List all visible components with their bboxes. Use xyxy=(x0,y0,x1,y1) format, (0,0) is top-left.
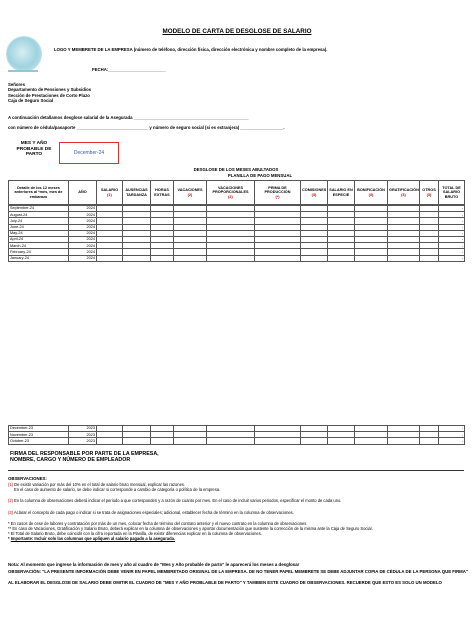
cell-total[interactable]: - xyxy=(439,432,465,438)
col-header-ano: AÑO xyxy=(69,181,97,205)
cell-total[interactable]: - xyxy=(439,426,465,432)
signature-line-2: NOMBRE, CARGO Y NÚMERO DE EMPLEADOR xyxy=(10,457,131,463)
signature-block xyxy=(10,451,159,463)
observations-list xyxy=(8,482,468,542)
salary-table-top xyxy=(8,205,465,262)
col-header-prima: PRIMA DE PRODUCCIÓN (*) xyxy=(255,181,301,205)
cell-year[interactable]: 2024 xyxy=(69,243,97,249)
cell-amount[interactable] xyxy=(420,438,439,444)
cell-year[interactable]: 2024 xyxy=(69,249,97,255)
cell-amount[interactable] xyxy=(420,255,439,261)
cell-total[interactable]: - xyxy=(439,212,465,218)
cell-month[interactable]: August-24 xyxy=(9,212,69,218)
cell-month[interactable]: May-24 xyxy=(9,230,69,236)
col-header-salario: SALARIO (1) xyxy=(97,181,123,205)
col-header-bonificacion: BONIFICACIÓN (3) xyxy=(355,181,388,205)
cell-amount[interactable] xyxy=(355,255,388,261)
cell-total[interactable]: - xyxy=(439,218,465,224)
col-header-gratificacion: GRATIFICACIÓN (3) xyxy=(388,181,420,205)
due-date-label: MES Y AÑO PROBABLE DE PARTO xyxy=(16,141,52,158)
cell-year[interactable]: 2024 xyxy=(69,206,97,212)
col-header-detalle: Detalle de los 12 meses anteriores al *mes, mes de embarazo xyxy=(9,181,69,205)
cell-total[interactable]: - xyxy=(439,224,465,230)
cell-year[interactable]: 2024 xyxy=(69,236,97,242)
cell-year[interactable]: 2024 xyxy=(69,224,97,230)
cell-total[interactable]: - xyxy=(439,206,465,212)
cell-amount[interactable] xyxy=(174,255,207,261)
cell-month[interactable]: October-23 xyxy=(9,438,69,444)
salary-table-header xyxy=(8,180,465,205)
date-field[interactable]: FECHA:________________________ xyxy=(92,67,166,72)
recipient-line: Señores xyxy=(8,82,25,87)
cell-year[interactable]: 2023 xyxy=(69,432,97,438)
cell-amount[interactable] xyxy=(301,255,328,261)
note-item: * El Total de Salario Bruto, debe coincidir con la cifra reportada en la Planilla, de existir diferencias explicar en la columna de observaciones. xyxy=(8,531,262,537)
cell-month[interactable]: December-23 xyxy=(9,426,69,432)
note-item: En el caso de aumento de salario, se debe indicar si corresponde a cambio de categoría o política de la empresa. xyxy=(14,487,221,493)
nota-line: Nota: Al momento que ingrese la información de mes y año al cuadro de "Mes y Año probable de parto" le aparecerá los meses a desglosar xyxy=(8,562,300,567)
note-item: ** En caso de Vacaciones, Gratificación y Salario Bruto, deberá explicar en la columna de observaciones y aportar documentación que sustente la corrección de la misma ante la Caja de Seguro Social. xyxy=(8,526,373,532)
col-header-vacaciones: VACACIONES (2) xyxy=(174,181,207,205)
cell-amount[interactable] xyxy=(301,438,328,444)
signature-line-1: FIRMA DEL RESPONSABLE POR PARTE DE LA EMPRESA, xyxy=(10,451,159,457)
cell-amount[interactable] xyxy=(151,255,174,261)
observacion-line: OBSERVACIÓN: "LA PRESENTE INFORMACIÓN DEBE VENIR EN PAPEL MEMBRETADO ORIGINAL DE LA EMPRESA. DE NO TENER PAPEL MEMBRETE SE DEBE ADJUNTAR COPIA DE CÉDULA DE LA PERSONA QUE FIRMA" xyxy=(8,569,468,574)
cell-amount[interactable] xyxy=(388,438,420,444)
cell-month[interactable]: January-24 xyxy=(9,255,69,261)
col-header-especie: SALARIO EN ESPECIE xyxy=(328,181,355,205)
company-logo-placeholder xyxy=(6,36,42,72)
cell-total[interactable]: - xyxy=(439,249,465,255)
cell-month[interactable]: March-24 xyxy=(9,243,69,249)
table-row xyxy=(9,255,465,261)
col-header-comisiones: COMISIONES (3) xyxy=(301,181,328,205)
col-header-otros: OTROS (3) xyxy=(420,181,439,205)
cell-total[interactable]: - xyxy=(439,255,465,261)
cell-month[interactable]: June-24 xyxy=(9,224,69,230)
table-row xyxy=(9,438,465,444)
col-header-total: TOTAL DE SALARIO BRUTO xyxy=(439,181,465,205)
note-item-important: * Importante: Incluir solo las columnas que apliquen al salario pagado a la asegurada. xyxy=(8,536,175,542)
cell-total[interactable]: - xyxy=(439,438,465,444)
cell-year[interactable]: 2024 xyxy=(69,255,97,261)
cell-amount[interactable] xyxy=(355,438,388,444)
cell-month[interactable]: July-24 xyxy=(9,218,69,224)
cell-month[interactable]: April-24 xyxy=(9,236,69,242)
note-item: (3) Aclarar el concepto de cada pago o indicar si se trata de asignaciones especiales; adicional, establecer fecha de término en la columna de observaciones. xyxy=(8,509,294,515)
col-header-vacaciones-prop: VACACIONES PROPORCIONALES (2) xyxy=(207,181,255,205)
cell-amount[interactable] xyxy=(328,438,355,444)
due-date-input[interactable]: December-24 xyxy=(59,142,119,164)
cell-year[interactable]: 2024 xyxy=(69,212,97,218)
cell-amount[interactable] xyxy=(174,438,207,444)
recipient-line: Caja de Seguro Social xyxy=(8,98,54,104)
intro-line-2: con número de cédula/pasaporte ______________________________ y número de seguro social (si es extranjera) __________________. xyxy=(8,125,285,130)
cell-total[interactable]: - xyxy=(439,243,465,249)
cell-month[interactable]: November-23 xyxy=(9,432,69,438)
salary-table-bottom xyxy=(8,425,465,445)
planilla-title: PLANILLA DE PAGO MENSUAL xyxy=(227,173,293,178)
cell-month[interactable]: February-24 xyxy=(9,249,69,255)
recipient-line: Sección de Prestaciones de Corto Plazo xyxy=(8,92,90,98)
col-header-horas-extras: HORAS EXTRAS xyxy=(151,181,174,205)
note-item: (2) En la columna de observaciones deberá indicar el periodo a que corresponden y a razón de cuanto por mes. En el caso de incluir varios periodos, especificar el monto de cada uno. xyxy=(8,498,342,504)
cell-amount[interactable] xyxy=(207,438,255,444)
observations-title: OBSERVACIONES: xyxy=(8,476,47,481)
cell-amount[interactable] xyxy=(388,255,420,261)
logo-caption-bar xyxy=(8,70,38,72)
intro-line-1: A continuación detallamos desglose salarial de la Asegurada ________________________________________________ xyxy=(8,115,249,120)
cell-amount[interactable] xyxy=(151,438,174,444)
cell-amount[interactable] xyxy=(328,255,355,261)
page-title: MODELO DE CARTA DE DESGLOSE DE SALARIO xyxy=(162,28,312,35)
cell-total[interactable]: - xyxy=(439,230,465,236)
logo-instruction: LOGO Y MEMBRETE DE LA EMPRESA (número de teléfono, dirección física, dirección electrónica y nombre completo de la empresa). xyxy=(54,47,328,52)
cell-amount[interactable] xyxy=(123,438,151,444)
cell-amount[interactable] xyxy=(207,255,255,261)
cell-amount[interactable] xyxy=(97,255,123,261)
recipient-block xyxy=(8,82,91,104)
divider xyxy=(8,470,464,471)
cell-amount[interactable] xyxy=(97,438,123,444)
cell-year[interactable]: 2023 xyxy=(69,426,97,432)
note-item: (1) De existir variación por más del 10% en el total de salario bruto mensual, explicar las razones. xyxy=(8,482,186,487)
cell-total[interactable]: - xyxy=(439,236,465,242)
cell-year[interactable]: 2023 xyxy=(69,438,97,444)
final-instruction: AL ELABORAR EL DESGLOSE DE SALARIO DEBE OMITIR EL CUADRO DE "MES Y AÑO PROBLABLE DE PARTO" Y TAMBIEN ESTE CUADRO DE OBSERVACIONES. RECUERDE QUE ESTO ES SOLO UN MODELO xyxy=(8,580,442,585)
cell-year[interactable]: 2024 xyxy=(69,230,97,236)
cell-amount[interactable] xyxy=(123,255,151,261)
note-item: * En casos de cese de labores y contratación por más de un mes, colocar fecha de término del contrato anterior y el nuevo contrato en la columna de observaciones. xyxy=(8,520,308,526)
recipient-line: Departamento de Pensiones y Subsidios xyxy=(8,87,92,93)
cell-amount[interactable] xyxy=(255,438,301,444)
col-header-ausencias: AUSENCIAS TARDANZA xyxy=(123,181,151,205)
cell-year[interactable]: 2024 xyxy=(69,218,97,224)
cell-month[interactable]: September-24 xyxy=(9,206,69,212)
desglose-title: DESGLOSE DE LOS MESES ABULTADOS xyxy=(193,167,279,172)
cell-amount[interactable] xyxy=(255,255,301,261)
